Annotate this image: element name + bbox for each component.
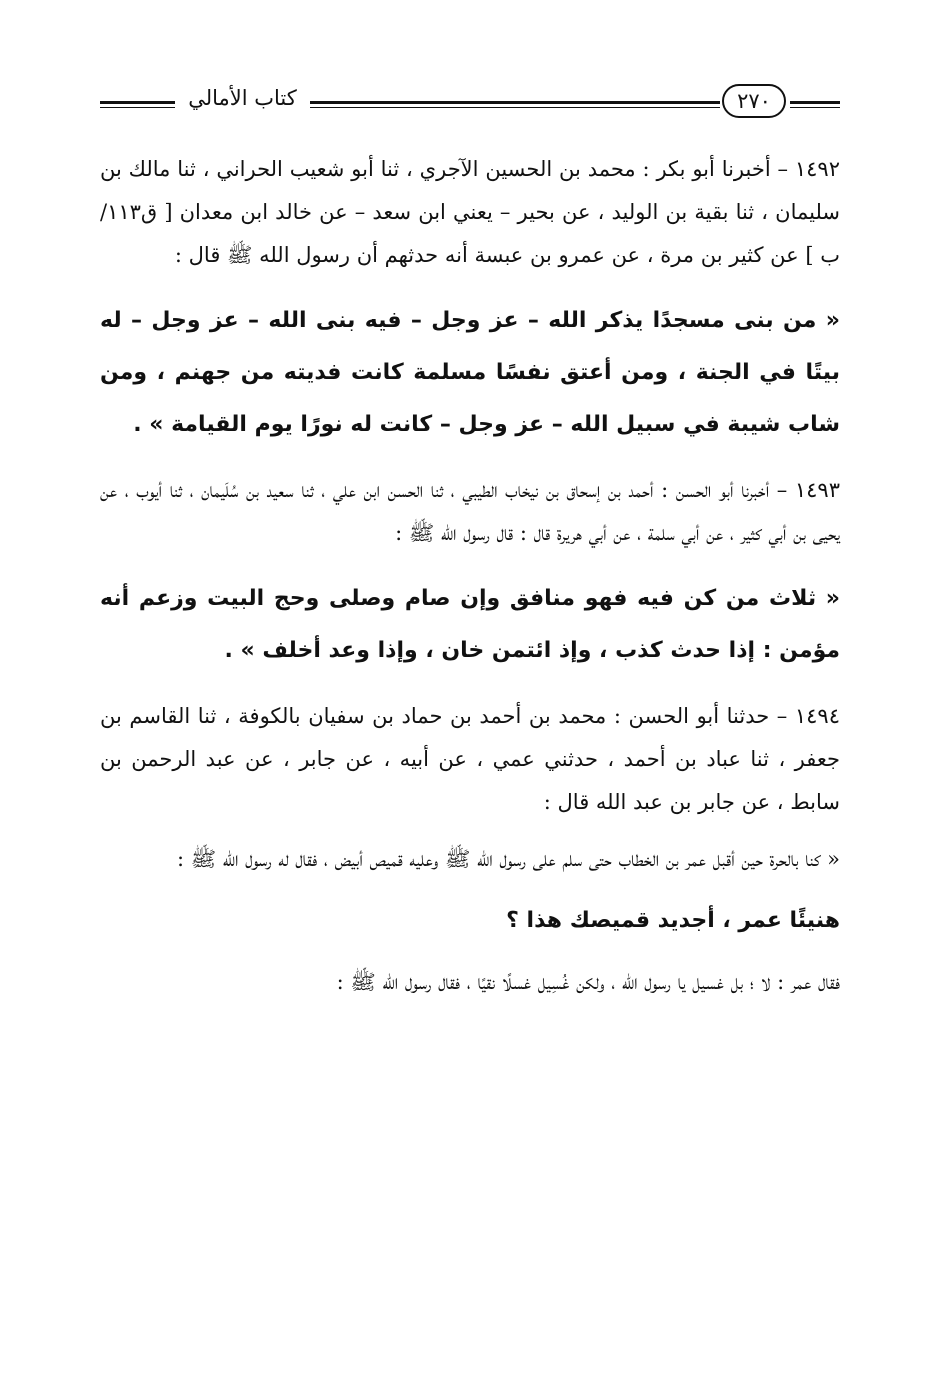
header-rule-right: [790, 101, 840, 108]
hadith-text-1493: « ثلاث من كن فيه فهو منافق وإن صام وصلى وحج البيت وزعم أنه مؤمن : إذا حدث كذب ، وإذ ائتمن خان ، وإذا وعد أخلف » .: [100, 586, 840, 663]
isnad-1493: ١٤٩٣ – أخبرنا أبو الحسن : أحمد بن إسحاق بن نيخاب الطيبي ، ثنا الحسن ابن علي ، ثنا سعيد بن سُلَيمان ، ثنا أيوب ، عن يحيى بن أبي كثير ، عن أبي سلمة ، عن أبي هريرة قال : قال رسول الله ﷺ :: [100, 478, 840, 545]
isnad-1494: ١٤٩٤ – حدثنا أبو الحسن : محمد بن أحمد بن حماد بن سفيان بالكوفة ، ثنا القاسم بن جعفر ، ثنا عباد بن أحمد ، حدثني عمي ، عن أبيه ، عن جابر ، عن عبد الرحمن بن سابط ، عن جابر بن عبد الله قال :: [100, 704, 840, 814]
page-number: ٢٧٠: [722, 84, 786, 118]
isnad-1492: ١٤٩٢ – أخبرنا أبو بكر : محمد بن الحسين الآجري ، ثنا أبو شعيب الحراني ، ثنا مالك بن سليمان ، ثنا بقية بن الوليد ، عن بحير – يعني ابن سعد – عن خالد ابن معدان [ ق١١٣/ب ] عن كثير بن مرة ، عن عمرو بن عبسة أنه حدثهم أن رسول الله ﷺ قال :: [100, 157, 840, 267]
umar-reply-1494: فقال عمر : لا ؛ بل غسيل يا رسول الله ، ولكن غُسِيل غسلًا نقيًا ، فقال رسول الله ﷺ :: [336, 970, 840, 994]
page-body: [100, 148, 840, 1004]
header-rule-left: [100, 101, 175, 108]
running-title: كتاب الأمالي: [188, 86, 297, 110]
narration-1494: « كنا بالحرة حين أقبل عمر بن الخطاب حتى سلم على رسول الله ﷺ وعليه قميص أبيض ، فقال له رسول الله ﷺ :: [177, 847, 840, 871]
page-header: [100, 82, 840, 126]
header-rule-middle: [310, 101, 720, 108]
prophet-saying-1494: هنيئًا عمر ، أجديد قميصك هذا ؟: [506, 908, 840, 933]
hadith-text-1492: « من بنى مسجدًا يذكر الله – عز وجل – فيه بنى الله – عز وجل – له بيتًا في الجنة ، ومن أعتق نفسًا مسلمة كانت فديته من جهنم ، ومن شاب شيبة في سبيل الله – عز وجل – كانت له نورًا يوم القيامة » .: [100, 308, 840, 437]
